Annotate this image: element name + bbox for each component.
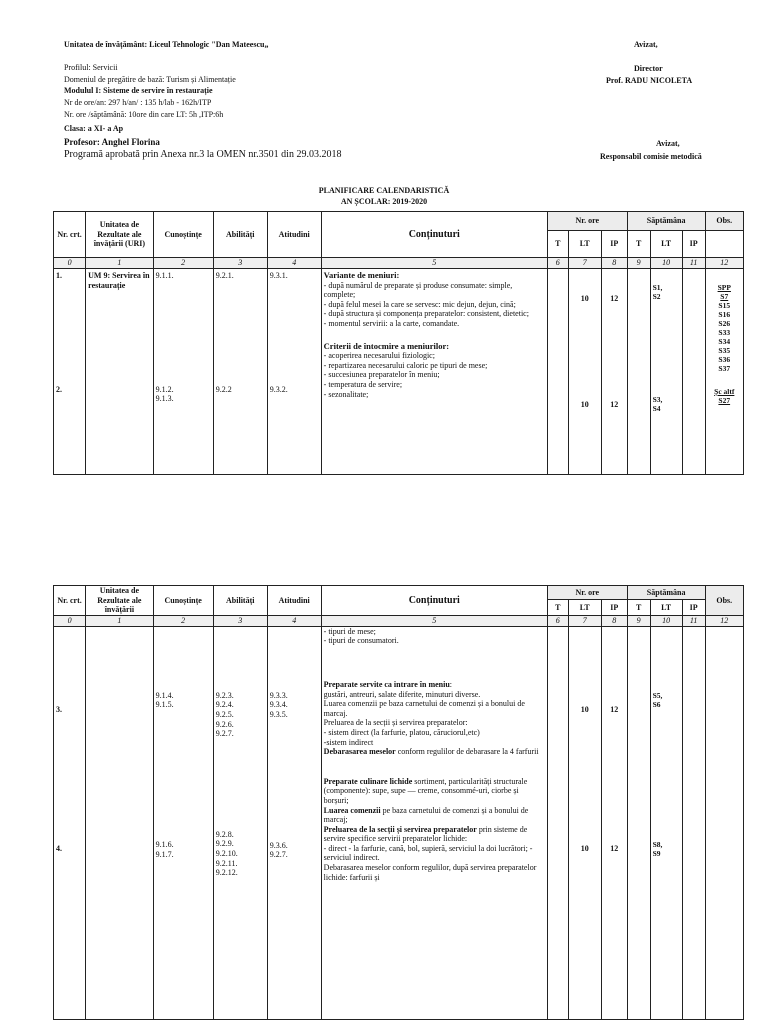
table-row [54, 269, 744, 475]
index-cell: 6 [547, 258, 568, 269]
index-cell: 7 [568, 258, 601, 269]
index-cell: 10 [650, 258, 682, 269]
index-cell: 5 [321, 258, 547, 269]
header-skills: Abilități [213, 212, 267, 258]
header-t: T [547, 600, 568, 615]
index-cell: 11 [682, 615, 705, 626]
index-cell: 2 [153, 258, 213, 269]
index-cell: 9 [627, 258, 650, 269]
index-cell: 4 [267, 615, 321, 626]
class: Clasa: a XI- a Ap [64, 124, 124, 133]
header-nr: Nr. crt. [54, 212, 86, 258]
header-obs: Obs. [705, 586, 743, 616]
header-attitudes: Atitudini [267, 212, 321, 258]
row-week-lt: S5, S6 S8, S9 [650, 626, 682, 1019]
header-hours: Nr. ore [547, 212, 627, 231]
index-cell: 7 [568, 615, 601, 626]
header-lt: LT [568, 600, 601, 615]
row-lt: 10 10 [568, 626, 601, 1019]
row-obs [705, 626, 743, 1019]
header-lt: LT [568, 231, 601, 258]
row-uri: UM 9: Servirea în restaurație [86, 269, 153, 475]
row-week-ip [682, 269, 705, 475]
row-attitudes: 9.3.1. 9.3.2. [267, 269, 321, 475]
header-uri: Unitatea de Rezultate ale învățării (URI) [86, 212, 153, 258]
planning-table-1 [53, 211, 744, 475]
index-cell: 12 [705, 615, 743, 626]
row-week-t [627, 626, 650, 1019]
header-week-t: T [627, 231, 650, 258]
row-knowledge: 9.1.4. 9.1.5. 9.1.6. 9.1.7. [153, 626, 213, 1019]
row-nr: 1. 2. [54, 269, 86, 475]
header-knowledge: Cunoștințe [153, 212, 213, 258]
row-ip: 12 12 [601, 626, 627, 1019]
page-title: PLANIFICARE CALENDARISTICĂ [318, 186, 450, 195]
director-title: Director [634, 64, 663, 73]
header-week-lt: LT [650, 231, 682, 258]
director-name: Prof. RADU NICOLETA [606, 76, 693, 85]
row-uri [86, 626, 153, 1019]
header-contents: Conținuturi [321, 212, 547, 258]
row-t [547, 626, 568, 1019]
index-cell: 10 [650, 615, 682, 626]
header-weeks: Săptămâna [627, 586, 705, 600]
row-obs: SPP S7 S15 S16 S26 S33 S34 S35 S36 S37 Șc altf S27 [705, 269, 743, 475]
header-knowledge: Cunoștințe [153, 586, 213, 616]
row-week-ip [682, 626, 705, 1019]
index-cell: 0 [54, 615, 86, 626]
row-lt: 10 10 [568, 269, 601, 475]
row-t [547, 269, 568, 475]
school-name: Unitatea de învățământ: Liceul Tehnologic "Dan Mateescu„ [64, 40, 269, 49]
header-obs-blank [705, 231, 743, 258]
index-cell: 5 [321, 615, 547, 626]
row-contents: Variante de meniuri: - după numărul de preparate și produse consumate: simple, complete; - după felul mesei la care se servesc: mic dejun, dejun, cină; - după structura și componența preparatelor: consistent, dietetic; - momentul servirii: a la carte, comandate. Criterii de întocmire a meniurilor: - acoperirea necesarului fiziologic; - repartizarea necesarului caloric pe tipuri de mese; - succesiunea preparatelor în meniu; - temperatura de servire; - sezonalitate; [321, 269, 547, 475]
header-ip: IP [601, 600, 627, 615]
header-week-t: T [627, 600, 650, 615]
module: Modulul I: Sisteme de servire în restaurație [64, 86, 213, 95]
header-skills: Abilități [213, 586, 267, 616]
header-week-ip: IP [682, 600, 705, 615]
header-nr: Nr. crt. [54, 586, 86, 616]
header-week-lt: LT [650, 600, 682, 615]
index-cell: 0 [54, 258, 86, 269]
index-cell: 6 [547, 615, 568, 626]
row-knowledge: 9.1.1. 9.1.2. 9.1.3. [153, 269, 213, 475]
row-contents: - tipuri de mese; - tipuri de consumatori. Preparate servite ca intrare în meniu: gustări, antreuri, salate diferite, minuturi diverse. Luarea comenzii pe baza carnetului de comenzi și a bonului de marcaj. Preluarea de la secții și servirea preparatelor: - sistem direct (la farfurie, platou, căruciorul,etc) -sistem indirect Debarasarea meselor conform regulilor de debarasare la 4 farfurii Preparate culinare lichide sortiment, particularități structurale (componente): supe, supe — creme, consommé-uri, ciorbe și borșuri; Luarea comenzii pe baza carnetului de comenzi și a bonului de marcaj; Preluarea de la secții și servirea preparatelor prin sisteme de servire specifice servirii preparatelor lichide: - direct - la farfurie, cană, bol, supieră, serviciul la doi lucrători; - serviciul indirect. Debarasarea meselor conform regulilor, după servirea preparatelor lichide: farfurii și [321, 626, 547, 1019]
planning-table-2 [53, 585, 744, 1020]
header-hours: Nr. ore [547, 586, 627, 600]
table-row [54, 626, 744, 1019]
index-cell: 9 [627, 615, 650, 626]
index-cell: 2 [153, 615, 213, 626]
header-uri: Unitatea de Rezultate ale învățării [86, 586, 153, 616]
index-cell: 4 [267, 258, 321, 269]
row-week-t [627, 269, 650, 475]
index-cell: 3 [213, 258, 267, 269]
header-weeks: Săptămâna [627, 212, 705, 231]
header-contents: Conținuturi [321, 586, 547, 616]
index-cell: 1 [86, 258, 153, 269]
program-approval: Programă aprobată prin Anexa nr.3 la OMEN nr.3501 din 29.03.2018 [64, 149, 342, 160]
header-obs: Obs. [705, 212, 743, 231]
header-ip: IP [601, 231, 627, 258]
index-cell: 3 [213, 615, 267, 626]
row-skills: 9.2.3. 9.2.4. 9.2.5. 9.2.6. 9.2.7. 9.2.8. 9.2.9. 9.2.10. 9.2.11. 9.2.12. [213, 626, 267, 1019]
row-week-lt: S1, S2 S3, S4 [650, 269, 682, 475]
header-week-ip: IP [682, 231, 705, 258]
hours-per-year: Nr de ore/an: 297 h/an/ : 135 h/lab - 162h/ITP [64, 98, 212, 107]
committee-title: Responsabil comisie metodică [600, 152, 702, 161]
domain: Domeniul de pregătire de bază: Turism și Alimentație [64, 75, 236, 84]
teacher: Profesor: Anghel Florina [64, 137, 160, 147]
profile: Profilul: Servicii [64, 63, 118, 72]
approval-committee: Avizat, [656, 139, 680, 148]
index-cell: 8 [601, 258, 627, 269]
index-cell: 11 [682, 258, 705, 269]
index-cell: 1 [86, 615, 153, 626]
row-attitudes: 9.3.3. 9.3.4. 9.3.5. 9.3.6. 9.2.7. [267, 626, 321, 1019]
row-ip: 12 12 [601, 269, 627, 475]
row-nr: 3. 4. [54, 626, 86, 1019]
approval-director: Avizat, [634, 40, 658, 49]
index-cell: 12 [705, 258, 743, 269]
row-skills: 9.2.1. 9.2.2 [213, 269, 267, 475]
header-attitudes: Atitudini [267, 586, 321, 616]
hours-per-week: Nr. ore /săptămână: 10ore din care LT: 5h ,ITP:6h [64, 110, 224, 119]
header-t: T [547, 231, 568, 258]
index-cell: 8 [601, 615, 627, 626]
school-year: AN ȘCOLAR: 2019-2020 [340, 197, 428, 206]
